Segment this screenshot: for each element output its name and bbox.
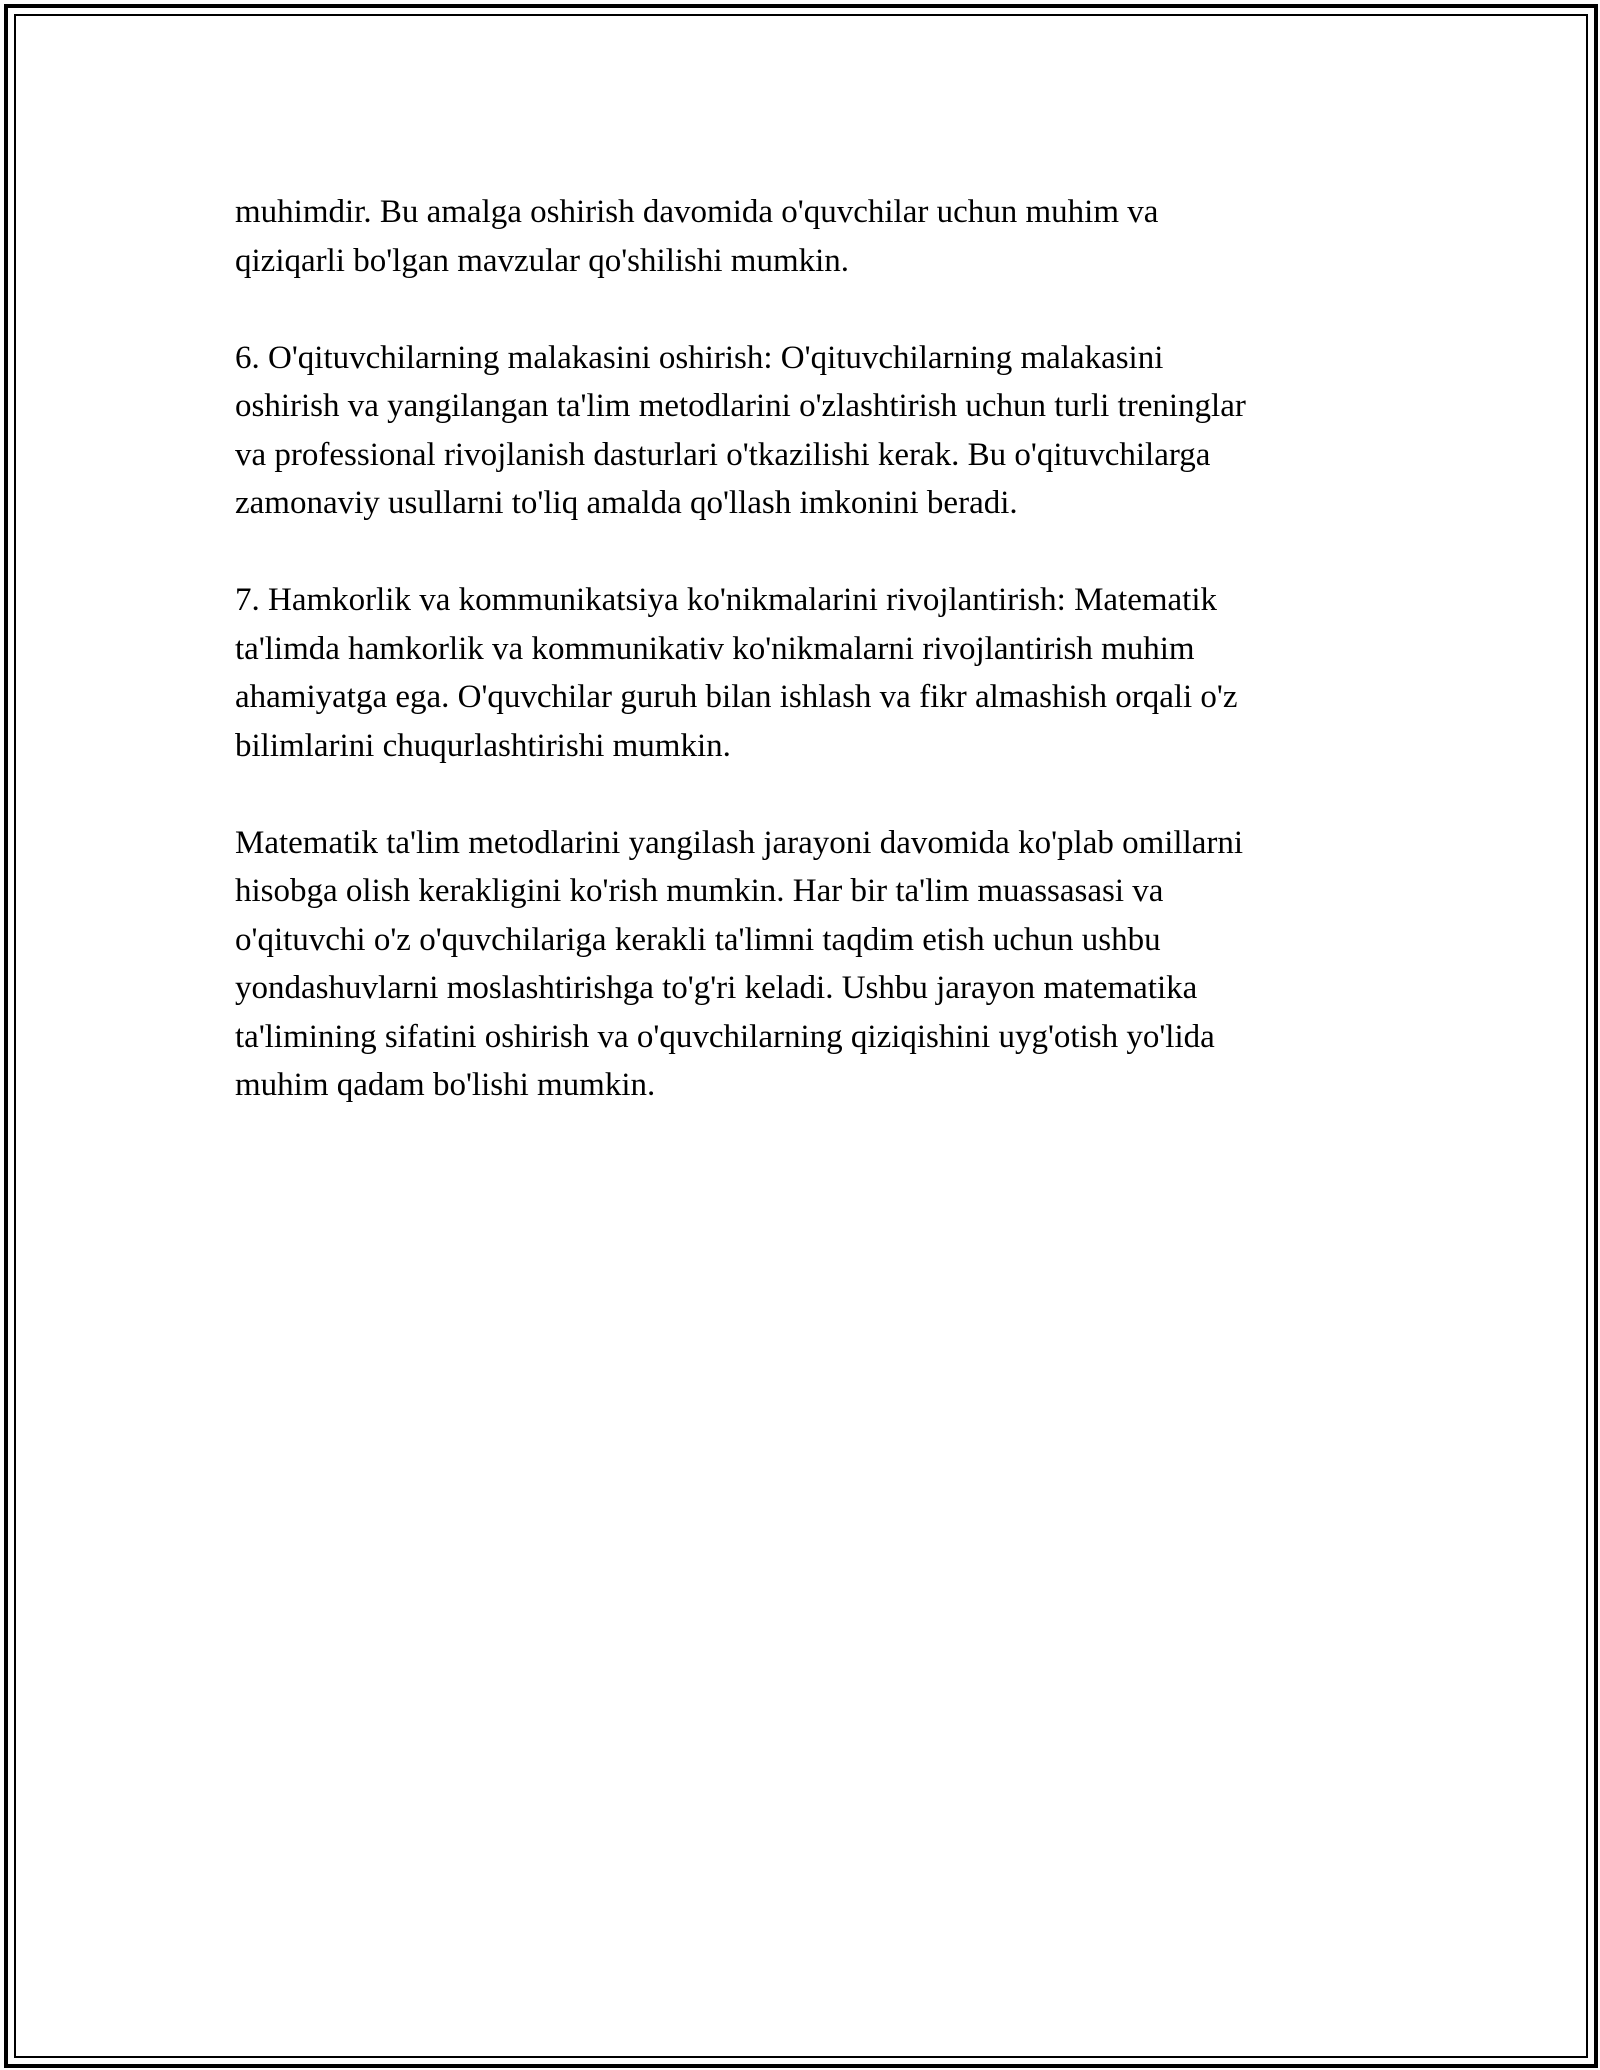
document-body (235, 188, 1375, 1158)
paragraph-continuation: muhimdir. Bu amalga oshirish davomida o'quvchilar uchun muhim va qiziqarli bo'lgan mavzular qo'shilishi mumkin. (235, 194, 1159, 279)
paragraph-item-6: 6. O'qituvchilarning malakasini oshirish: O'qituvchilarning malakasini oshirish va yangilangan ta'lim metodlarini o'zlashtirish uchun turli treninglar va professional rivojlanish dasturlari o'tkazilishi kerak. Bu o'qituvchilarga zamonaviy usullarni to'liq amalda qo'llash imkonini beradi. (235, 339, 1246, 521)
paragraph-conclusion: Matematik ta'lim metodlarini yangilash jarayoni davomida ko'plab omillarni hisobga olish kerakligini ko'rish mumkin. Har bir ta'lim muassasasi va o'qituvchi o'z o'quvchilariga kerakli ta'limni taqdim etish uchun ushbu yondashuvlarni moslashtirishga to'g'ri keladi. Ushbu jarayon matematika ta'limining sifatini oshirish va o'quvchilarning qiziqishini uyg'otish yo'lida muhim qadam bo'lishi mumkin. (235, 824, 1244, 1103)
paragraph-item-7: 7. Hamkorlik va kommunikatsiya ko'nikmalarini rivojlantirish: Matematik ta'limda hamkorlik va kommunikativ ko'nikmalarni rivojlantirish muhim ahamiyatga ega. O'quvchilar guruh bilan ishlash va fikr almashish orqali o'z bilimlarini chuqurlashtirishi mumkin. (235, 582, 1238, 764)
